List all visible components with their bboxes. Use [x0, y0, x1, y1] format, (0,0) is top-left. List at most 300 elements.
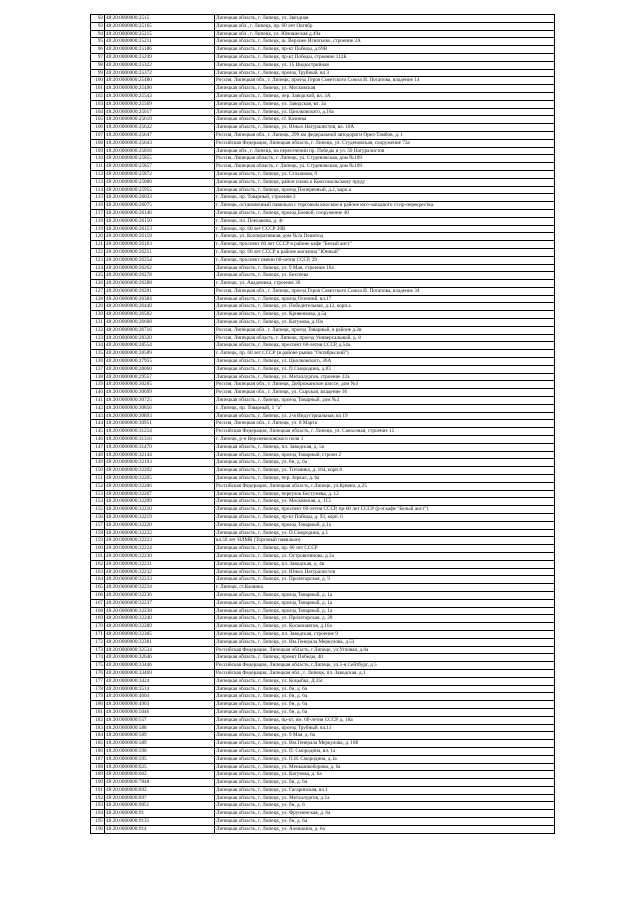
table-row [91, 124, 555, 132]
address-cell: Липецкая область, г. Липецк, проезд Трубный, вл 3 [215, 69, 555, 77]
address-cell: Липецкая область, г. Липецк, ул. Им.Генерала Меркулова, д.53 [215, 638, 555, 646]
address-cell: Липецкая область, г. Липецк, ул. Меньшикоборова, д. 6а [215, 763, 555, 771]
row-number: 101 [91, 85, 105, 93]
row-number: 142 [91, 404, 105, 412]
table-row [91, 779, 555, 787]
row-number: 139 [91, 381, 105, 389]
cadastral-number: 48:20:0000000:31254 [105, 428, 215, 436]
cadastral-number: 48:20:0000000:25647 [105, 131, 215, 139]
table-row [91, 178, 555, 186]
address-cell: Липецкая область, г. Липецк, пер. Заводской, вл. 3А [215, 92, 555, 100]
address-cell: Липецкая область, г. Липецк, ул. Металлургов, строение 22а [215, 373, 555, 381]
address-cell: Липецкая область, г. Липецк, проект Победы, 40 [215, 654, 555, 662]
cadastral-number: 48:20:0000000:30285 [105, 381, 215, 389]
cadastral-number: 48:20:0000000:30725 [105, 397, 215, 405]
row-number: 93 [91, 22, 105, 30]
table-row [91, 810, 555, 818]
table-row [91, 311, 555, 319]
row-number: 127 [91, 287, 105, 295]
cadastral-number: 48:20:0000000:4604 [105, 693, 215, 701]
cadastral-number: 48:20:0000000:25857 [105, 163, 215, 171]
table-row [91, 545, 555, 553]
table-row [91, 241, 555, 249]
address-cell: Липецкая обл., г. Липецк, ул. Юношеская д.49а [215, 30, 555, 38]
row-number: 160 [91, 545, 105, 553]
address-cell: г. Липецк, остановочный павильон с торговым киоском в районе юго-западного ст.пр-перекрестка. [215, 202, 555, 210]
cadastral-number: 48:20:0000000:26075 [105, 202, 215, 210]
address-cell: Липецкая область, г. Липецк, проспект 60-летия СССР, д.54а [215, 342, 555, 350]
cadastral-number: 48:20:0000000:32230 [105, 552, 215, 560]
row-number: 130 [91, 311, 105, 319]
address-cell: Липецкая область, г. Липецк, проезд Боевой, сооружение 40 [215, 209, 555, 217]
address-cell: Липецкая область, г. Липецк, проезд Товарный, строен 2 [215, 451, 555, 459]
table-row [91, 85, 555, 93]
cadastral-number: 48:20:0000000:32220 [105, 521, 215, 529]
table-row [91, 389, 555, 397]
row-number: 156 [91, 514, 105, 522]
row-number: 148 [91, 451, 105, 459]
address-cell: Российская Федерация, Липецкая обл., г. Липецк, пл. Заводская, д.1 [215, 669, 555, 677]
cadastral-number: 48:20:0000000:5046 [105, 708, 215, 716]
row-number: 145 [91, 428, 105, 436]
row-number: 121 [91, 241, 105, 249]
table-row [91, 217, 555, 225]
row-number: 106 [91, 124, 105, 132]
row-number: 192 [91, 794, 105, 802]
address-cell: г. Липецк, ул. Кооперативная, дом №2а Пешеход [215, 233, 555, 241]
table-row [91, 100, 555, 108]
row-number: 100 [91, 77, 105, 85]
table-row [91, 638, 555, 646]
table-row [91, 264, 555, 272]
address-cell: Липецкая область, г. Липецк, ул. Московская [215, 85, 555, 93]
table-row [91, 334, 555, 342]
row-number: 161 [91, 552, 105, 560]
table-row [91, 194, 555, 202]
address-cell: Липецкая область, г. Липецк, ул. П.Смородина, д.83 [215, 365, 555, 373]
address-cell: Липецкая область, г. Липецк, ул. П.Смородина, д.1 [215, 529, 555, 537]
cadastral-number: 48:20:0000000:32381 [105, 638, 215, 646]
table-row [91, 186, 555, 194]
row-number: 186 [91, 747, 105, 755]
row-number: 129 [91, 303, 105, 311]
row-number: 164 [91, 576, 105, 584]
table-row [91, 755, 555, 763]
row-number: 144 [91, 420, 105, 428]
row-number: 122 [91, 248, 105, 256]
table-row [91, 209, 555, 217]
cadastral-number: 48:20:0000000:31470 [105, 443, 215, 451]
row-number: 180 [91, 701, 105, 709]
address-cell: Липецкая область, г. Липецк, ул. Звездная [215, 15, 555, 23]
row-number: 146 [91, 436, 105, 444]
table-row [91, 287, 555, 295]
row-number: 173 [91, 646, 105, 654]
table-row [91, 92, 555, 100]
row-number: 115 [91, 194, 105, 202]
row-number: 196 [91, 825, 105, 833]
table-row [91, 428, 555, 436]
address-cell: г. Липецк, ул. Академика, строение 36 [215, 280, 555, 288]
cadastral-number: 48:20:0000000:32233 [105, 576, 215, 584]
cadastral-number: 48:20:0000000:590 [105, 747, 215, 755]
table-row [91, 724, 555, 732]
table-row [91, 576, 555, 584]
row-number: 163 [91, 568, 105, 576]
row-number: 190 [91, 779, 105, 787]
cadastral-number: 48:20:0000000:25643 [105, 139, 215, 147]
address-cell: Липецкая область, г. Липецк, ул. Стаханова, 9 [215, 170, 555, 178]
address-cell: г. Липецк, пл. Плеханова, д. 4г [215, 217, 555, 225]
address-cell: Липецкая область, г. Липецк, ул. бн, д. 6а [215, 779, 555, 787]
address-cell: Россия, Липецкая обл., г. Липецк, проезд Героя Советского Союза И. Потапова, владение 14 [215, 77, 555, 85]
row-number: 131 [91, 319, 105, 327]
row-number: 96 [91, 46, 105, 54]
cadastral-number: 48:20:0000000:25322 [105, 61, 215, 69]
table-row [91, 139, 555, 147]
row-number: 194 [91, 810, 105, 818]
table-row [91, 552, 555, 560]
cadastral-number: 48:20:0000000:625 [105, 763, 215, 771]
cadastral-number: 48:20:0000000:30699 [105, 389, 215, 397]
table-row [91, 342, 555, 350]
table-row [91, 420, 555, 428]
row-number: 132 [91, 326, 105, 334]
row-number: 187 [91, 755, 105, 763]
table-row [91, 716, 555, 724]
row-number: 193 [91, 802, 105, 810]
table-row [91, 170, 555, 178]
address-cell: Липецкая область, г. Липецк, ул. Гагаринская, вл.1 [215, 786, 555, 794]
address-cell: г. Липецк, ст.Казинка [215, 584, 555, 592]
table-row [91, 467, 555, 475]
row-number: 178 [91, 685, 105, 693]
address-cell: Россия, Липецкая область, г. Липецк, ул. Студеновская, дом №109 [215, 163, 555, 171]
address-cell: Липецкая область, г. Липецк, проезд Поперечный, д.2, корп.а [215, 186, 555, 194]
table-row [91, 248, 555, 256]
cadastral-number: 48:20:0000000:32305 [105, 630, 215, 638]
row-number: 104 [91, 108, 105, 116]
cadastral-number: 48:20:0000000:662 [105, 771, 215, 779]
cadastral-number: 48:20:0000000:25855 [105, 155, 215, 163]
table-row [91, 560, 555, 568]
address-cell: Российская Федерация, Липецкая область, г.Липецк, ул.5-я Сейтбург, д.5 [215, 662, 555, 670]
row-number: 167 [91, 599, 105, 607]
table-row [91, 256, 555, 264]
table-row [91, 358, 555, 366]
address-cell: Липецкая область, г. Липецк, район плана к Комсомольскому пруду [215, 178, 555, 186]
address-cell: Липецкая область, г. Липецк, проезд Товарный, д. 1а [215, 607, 555, 615]
address-cell: Липецкая область, г. Липецк, ул. бн, д. 6а [215, 459, 555, 467]
address-cell: Липецкая область, г. Липецк, проезд Товарный, д. 1а [215, 591, 555, 599]
cadastral-number: 48:20:0000000:32534 [105, 646, 215, 654]
table-row [91, 771, 555, 779]
cadastral-number: 48:20:0000000:26201 [105, 287, 215, 295]
cadastral-number: 48:20:0000000:26384 [105, 295, 215, 303]
row-number: 155 [91, 506, 105, 514]
address-cell: Россия, Липецкая обл., г. Липецк, ул. Сырская, владение 36 [215, 389, 555, 397]
row-number: 120 [91, 233, 105, 241]
table-row [91, 529, 555, 537]
row-number: 179 [91, 693, 105, 701]
cadastral-number: 48:20:0000000:26278 [105, 272, 215, 280]
cadastral-number: 48:20:0000000:25569 [105, 100, 215, 108]
table-row [91, 381, 555, 389]
address-cell: Липецкая область, г. Липецк, ул. бн, д. 6а [215, 685, 555, 693]
cadastral-number: 48:20:0000000:32210 [105, 506, 215, 514]
table-row [91, 599, 555, 607]
cadastral-number: 48:20:0000000:25490 [105, 85, 215, 93]
address-cell: Липецкая область, г. Липецк, ул. Алешкина, д. 6а [215, 825, 555, 833]
cadastral-number: 48:20:0000000:589 [105, 740, 215, 748]
table-row [91, 272, 555, 280]
cadastral-number: 48:20:0000000:91 [105, 810, 215, 818]
address-cell: Россия, Липецкая обл., г. Липецк, Доброжанское шоссе, дом №3 [215, 381, 555, 389]
address-cell: Липецкая область, г. Липецк, ул. Космонавтов, д.16а [215, 623, 555, 631]
table-row [91, 38, 555, 46]
table-row [91, 155, 555, 163]
table-row [91, 615, 555, 623]
cadastral-number: 48:20:0000000:26251 [105, 248, 215, 256]
table-row [91, 22, 555, 30]
cadastral-number: 48:20:0000000:25622 [105, 124, 215, 132]
address-cell: г. Липецк, пр. 60 лет СССР в районе магазина "Юнный" [215, 248, 555, 256]
cadastral-number: 48:20:0000000:26153 [105, 225, 215, 233]
cadastral-number: 48:20:0000000:27955 [105, 358, 215, 366]
cadastral-number: 48:20:0000000:32193 [105, 459, 215, 467]
row-number: 176 [91, 669, 105, 677]
row-number: 95 [91, 38, 105, 46]
address-cell: г. Липецк, пр. 60 лет СССР 20В [215, 225, 555, 233]
address-cell: Липецкая область, г. Липецк, ул. Московская, д. 113 [215, 498, 555, 506]
address-cell: Липецкая область, г. Липецк, проезд Трубный, вл.11 [215, 724, 555, 732]
table-row [91, 373, 555, 381]
address-cell: Липецкая область, г. Липецк, ул. бн, д. 6 [215, 802, 555, 810]
row-number: 152 [91, 482, 105, 490]
table-row [91, 295, 555, 303]
table-row [91, 825, 555, 833]
cadastral-number: 48:20:0000000:28554 [105, 342, 215, 350]
address-cell: Липецкая область, г. Липецк, ул. Металлургов, д.1а [215, 794, 555, 802]
table-row [91, 451, 555, 459]
row-number: 128 [91, 295, 105, 303]
address-cell: Липецкая область, г. Липецк, ул. бн, д. 6а [215, 818, 555, 826]
address-cell: Липецкая область, г. Липецк, ул. Кривенкова, д.5а [215, 311, 555, 319]
address-cell: Россия, Липецкая обл., г. Липецк, проезд Героя Советского Союза И. Потапова, владение 34 [215, 287, 555, 295]
address-cell: г. Липецк, проспект 60 лет СССР в районе кафе "Белый аист" [215, 241, 555, 249]
cadastral-number: 48:20:0000000:32234 [105, 584, 215, 592]
row-number: 99 [91, 69, 105, 77]
table-row [91, 108, 555, 116]
cadastral-number: 48:20:0000000:32206 [105, 482, 215, 490]
cadastral-number: 48:20:0000000:32207 [105, 490, 215, 498]
table-body [91, 15, 555, 834]
row-number: 135 [91, 350, 105, 358]
cadastral-number: 48:20:0000000:26146 [105, 209, 215, 217]
cadastral-number: 48:20:0000000:25872 [105, 170, 215, 178]
row-number: 170 [91, 623, 105, 631]
address-cell: Липецкая область, г. Липецк, ст. Казинка [215, 116, 555, 124]
table-row [91, 802, 555, 810]
row-number: 103 [91, 100, 105, 108]
cadastral-number: 48:20:0000000:557 [105, 716, 215, 724]
address-cell: Липецкая область, г. Липецк, проезд Товарный, дом №2 [215, 397, 555, 405]
cadastral-number: 48:20:0000000:25249 [105, 53, 215, 61]
cadastral-number: 48:20:0000000:32240 [105, 615, 215, 623]
row-number: 125 [91, 272, 105, 280]
address-cell: Липецкая область, г. Липецк, пер. Зеркал, д. 6а [215, 475, 555, 483]
row-number: 185 [91, 740, 105, 748]
address-cell: Липецкая область, г. Липецк, пр-кт. им. 60-летия СССР, д. 18а [215, 716, 555, 724]
table-row [91, 693, 555, 701]
cadastral-number: 48:20:0000000:25880 [105, 178, 215, 186]
cadastral-number: 48:20:0000000:26716 [105, 326, 215, 334]
row-number: 157 [91, 521, 105, 529]
address-cell: Российская Федерация, Липецкая область, г. Липецк, ул. Совхозная, строение 15 [215, 428, 555, 436]
document-page [90, 14, 554, 834]
address-cell: Российская Федерация, Липецкая область, г.Липецк, ул.Кувеки, д.25 [215, 482, 555, 490]
table-row [91, 591, 555, 599]
address-cell: Липецкая область, г. Липецк, ул. бн, д. 6а [215, 708, 555, 716]
table-row [91, 482, 555, 490]
cadastral-number: 48:20:0000000:26262 [105, 264, 215, 272]
address-cell: Липецкая область, г. Липецк, пл. Заводская, д. 4в [215, 560, 555, 568]
address-cell: Липецкая область, г. Липецк, ул. Юных Натуралистов [215, 568, 555, 576]
row-number: 92 [91, 15, 105, 23]
row-number: 174 [91, 654, 105, 662]
table-row [91, 319, 555, 327]
address-cell: Липецкая область, г. Липецк, проезд Товарный, д. 1а [215, 599, 555, 607]
cadastral-number: 48:20:0000000:892 [105, 786, 215, 794]
cadastral-number: 48:20:0000000:29557 [105, 373, 215, 381]
address-cell: г. Липецк, р-н Верхнекеловского поля 1 [215, 436, 555, 444]
cadastral-number: 48:20:0000000:9051 [105, 802, 215, 810]
address-cell: Липецкая область, г. Липецк, ул. 2-я Индустриальная, вл 19 [215, 412, 555, 420]
row-number: 107 [91, 131, 105, 139]
table-row [91, 521, 555, 529]
row-number: 181 [91, 708, 105, 716]
address-cell: г. Липецк, пр. Товарный, 1 "а" [215, 404, 555, 412]
table-row [91, 490, 555, 498]
address-cell: Липецкая область, г. Липецк, ул. Катукова, д. 6а [215, 771, 555, 779]
address-cell: Россия, Липецкая область, г. Липецк, ул. Студеновская, дом №109 [215, 155, 555, 163]
address-cell: Россия, Липецкая обл., г. Липецк, 299 км федеральной автодороги Орел-Тамбов, д. 1 [215, 131, 555, 139]
row-number: 116 [91, 202, 105, 210]
table-row [91, 53, 555, 61]
table-row [91, 506, 555, 514]
address-cell: Липецкая область, г. Липецк, ул. Юных Натуралистов, вл. 10А [215, 124, 555, 132]
address-cell: Липецкая область, г. Липецк, ул. Катукова, д.10а [215, 319, 555, 327]
cadastral-number: 48:20:0000000:32222 [105, 529, 215, 537]
table-row [91, 669, 555, 677]
cadastral-number: 48:20:0000000:31316 [105, 436, 215, 444]
row-number: 133 [91, 334, 105, 342]
address-cell: Липецкая область, г. Липецк, ул. Победительная, д.12, корп.а [215, 303, 555, 311]
table-row [91, 163, 555, 171]
table-row [91, 365, 555, 373]
address-cell: Липецкая область, г. Липецк, ул. Пролетарская, д. 9 [215, 576, 555, 584]
cadastral-number: 48:20:0000000:30893 [105, 412, 215, 420]
row-number: 154 [91, 498, 105, 506]
cadastral-number: 48:20:0000000:28320 [105, 334, 215, 342]
cadastral-number: 48:20:0000000:25372 [105, 69, 215, 77]
row-number: 109 [91, 147, 105, 155]
address-cell: Липецкая область, г. Липецк, ул. 9 Мая, д. 6а [215, 732, 555, 740]
row-number: 184 [91, 732, 105, 740]
row-number: 166 [91, 591, 105, 599]
row-number: 175 [91, 662, 105, 670]
table-row [91, 30, 555, 38]
table-row [91, 326, 555, 334]
address-cell: г. Липецк, пр. Товарный, строение 2 [215, 194, 555, 202]
row-number: 118 [91, 217, 105, 225]
table-row [91, 794, 555, 802]
table-row [91, 514, 555, 522]
row-number: 97 [91, 53, 105, 61]
row-number: 195 [91, 818, 105, 826]
table-row [91, 662, 555, 670]
table-row [91, 786, 555, 794]
cadastral-number: 48:20:0000000:26288 [105, 280, 215, 288]
cadastral-number: 48:20:0000000:25816 [105, 147, 215, 155]
table-row [91, 646, 555, 654]
address-cell: вл.50 лет НЛМК (Торговый павильон) [215, 537, 555, 545]
address-cell: Российская Федерация, Липецкая область, г. Липецк, ул. Студеновская, сооружение 73а [215, 139, 555, 147]
cadastral-number: 48:20:0000000:32202 [105, 467, 215, 475]
table-row [91, 77, 555, 85]
cadastral-number: 48:20:0000000:25186 [105, 46, 215, 54]
row-number: 112 [91, 170, 105, 178]
row-number: 137 [91, 365, 105, 373]
table-row [91, 568, 555, 576]
address-cell: Липецкая область, г. Липецк, проспект 60-летия СССР, пр-60 лет СССР (р-н кафе "Белый аист") [215, 506, 555, 514]
cadastral-number: 48:20:0000000:9131 [105, 818, 215, 826]
address-cell: г. Липецк, пр. 60 лет СССР (в районе рынка "Октябрьский") [215, 350, 555, 358]
address-cell: Липецкая область, г. Липецк, пр-кт Победы, д.69В [215, 46, 555, 54]
row-number: 168 [91, 607, 105, 615]
cadastral-number: 48:20:0000000:26150 [105, 217, 215, 225]
cadastral-number: 48:20:0000000:25617 [105, 108, 215, 116]
cadastral-number: 48:20:0000000:3514 [105, 685, 215, 693]
table-row [91, 436, 555, 444]
cadastral-number: 48:20:0000000:26582 [105, 311, 215, 319]
row-number: 162 [91, 560, 105, 568]
table-row [91, 654, 555, 662]
cadastral-number: 48:20:0000000:25480 [105, 77, 215, 85]
table-row [91, 233, 555, 241]
table-row [91, 818, 555, 826]
row-number: 172 [91, 638, 105, 646]
row-number: 102 [91, 92, 105, 100]
row-number: 124 [91, 264, 105, 272]
address-cell: Липецкая область, г. Липецк, ул. бн, д. 6а [215, 701, 555, 709]
table-row [91, 397, 555, 405]
table-row [91, 498, 555, 506]
address-cell: Россия, Липецкая обл., г. Липецк, ул. 8 Марта [215, 420, 555, 428]
table-row [91, 537, 555, 545]
cadastral-number: 48:20:0000000:32209 [105, 498, 215, 506]
table-row [91, 747, 555, 755]
address-cell: Липецкая обл., г. Липецк, на пересечении пр. Победы и ул. 50 Натуралистов [215, 147, 555, 155]
cadastral-number: 48:20:0000000:33469 [105, 669, 215, 677]
row-number: 108 [91, 139, 105, 147]
table-row [91, 443, 555, 451]
cadastral-number: 48:20:0000000:4903 [105, 701, 215, 709]
table-row [91, 701, 555, 709]
cadastral-number: 48:20:0000000:32219 [105, 514, 215, 522]
row-number: 113 [91, 178, 105, 186]
row-number: 134 [91, 342, 105, 350]
